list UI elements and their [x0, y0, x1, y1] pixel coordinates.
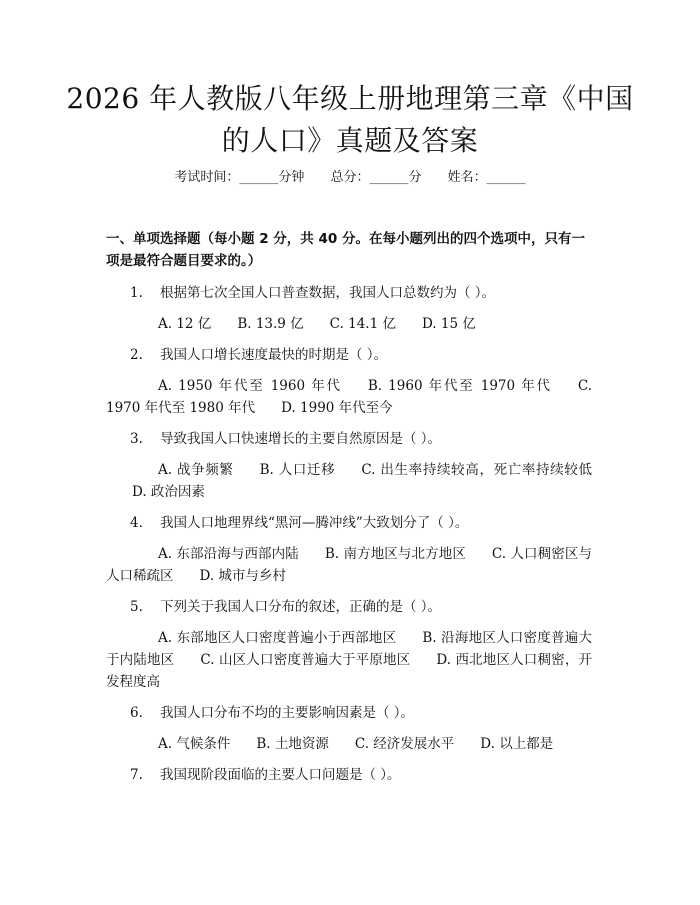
question-number: 4. [130, 515, 143, 531]
option-b: B. 沿海地区人口密度普遍大于内陆地区 [106, 630, 592, 668]
option-c: C. 14.1 亿 [329, 316, 396, 332]
option-c: C. 出生率持续较高，死亡率持续较低 [361, 462, 592, 478]
option-a: A. 气候条件 [158, 736, 231, 752]
option-c: C. 山区人口密度普遍大于平原地区 [200, 652, 411, 668]
option-b: B. 南方地区与北方地区 [324, 546, 466, 562]
exam-title [60, 78, 640, 162]
question-3 [106, 428, 596, 450]
question-4 [106, 512, 596, 534]
question-4-options [106, 543, 592, 587]
question-number: 6. [130, 705, 143, 721]
question-text: 我国人口分布不均的主要影响因素是（ ）。 [160, 705, 415, 721]
section-heading: 一、单项选择题（每小题 2 分，共 40 分。在每小题列出的四个选项中，只有一项是最符合题目要求的。） [106, 231, 585, 269]
question-1 [106, 282, 596, 304]
option-d: D. 以上都是 [480, 736, 554, 752]
question-number: 5. [130, 599, 143, 615]
option-a: A. 1950 年代至 1960 年代 [158, 378, 342, 394]
option-b: B. 土地资源 [256, 736, 329, 752]
question-5-options [106, 627, 592, 693]
question-7 [106, 764, 596, 786]
option-a: A. 东部沿海与西部内陆 [158, 546, 299, 562]
exam-name: 姓名：______ [447, 170, 526, 185]
question-1-options [106, 313, 592, 335]
option-c: C. 经济发展水平 [354, 736, 455, 752]
exam-score: 总分：______分 [330, 170, 422, 185]
title-line-1: 2026 年人教版八年级上册地理第三章《中国 [66, 82, 634, 115]
question-text: 导致我国人口快速增长的主要自然原因是（ ）。 [160, 431, 442, 447]
title-line-2: 的人口》真题及答案 [221, 124, 479, 157]
question-6-options [106, 733, 592, 755]
option-b: B. 人口迁移 [259, 462, 336, 478]
option-b: B. 13.9 亿 [237, 316, 304, 332]
option-d: D. 西北地区人口稠密，开发程度高 [106, 652, 592, 690]
question-text: 下列关于我国人口分布的叙述，正确的是（ ）。 [160, 599, 442, 615]
exam-meta [0, 168, 700, 188]
exam-time: 考试时间：______分钟 [174, 170, 305, 185]
option-c: C. 1970 年代至 1980 年代 [106, 378, 592, 416]
option-d: D. 15 亿 [421, 316, 476, 332]
question-3-options [106, 459, 592, 503]
question-text: 我国人口地理界线“黑河—腾冲线”大致划分了（ ）。 [160, 515, 469, 531]
question-number: 2. [130, 347, 143, 363]
question-2-options [106, 375, 592, 419]
option-c: C. 人口稠密区与人口稀疏区 [106, 546, 592, 584]
option-a: A. 东部地区人口密度普遍小于西部地区 [158, 630, 397, 646]
question-number: 3. [130, 431, 143, 447]
option-a: A. 战争频繁 [158, 462, 234, 478]
question-6 [106, 702, 596, 724]
question-text: 我国人口增长速度最快的时期是（ ）。 [160, 347, 388, 363]
option-b: B. 1960 年代至 1970 年代 [367, 378, 552, 394]
question-5 [106, 596, 596, 618]
question-number: 1. [130, 285, 143, 301]
option-d: D. 城市与乡村 [199, 568, 286, 584]
question-number: 7. [130, 767, 143, 783]
question-text: 根据第七次全国人口普查数据，我国人口总数约为（ ）。 [160, 285, 496, 301]
option-d: D. 1990 年代至今 [281, 400, 393, 416]
question-text: 我国现阶段面临的主要人口问题是（ ）。 [160, 767, 401, 783]
option-d: D. 政治因素 [132, 484, 205, 500]
option-a: A. 12 亿 [158, 316, 212, 332]
question-2 [106, 344, 596, 366]
